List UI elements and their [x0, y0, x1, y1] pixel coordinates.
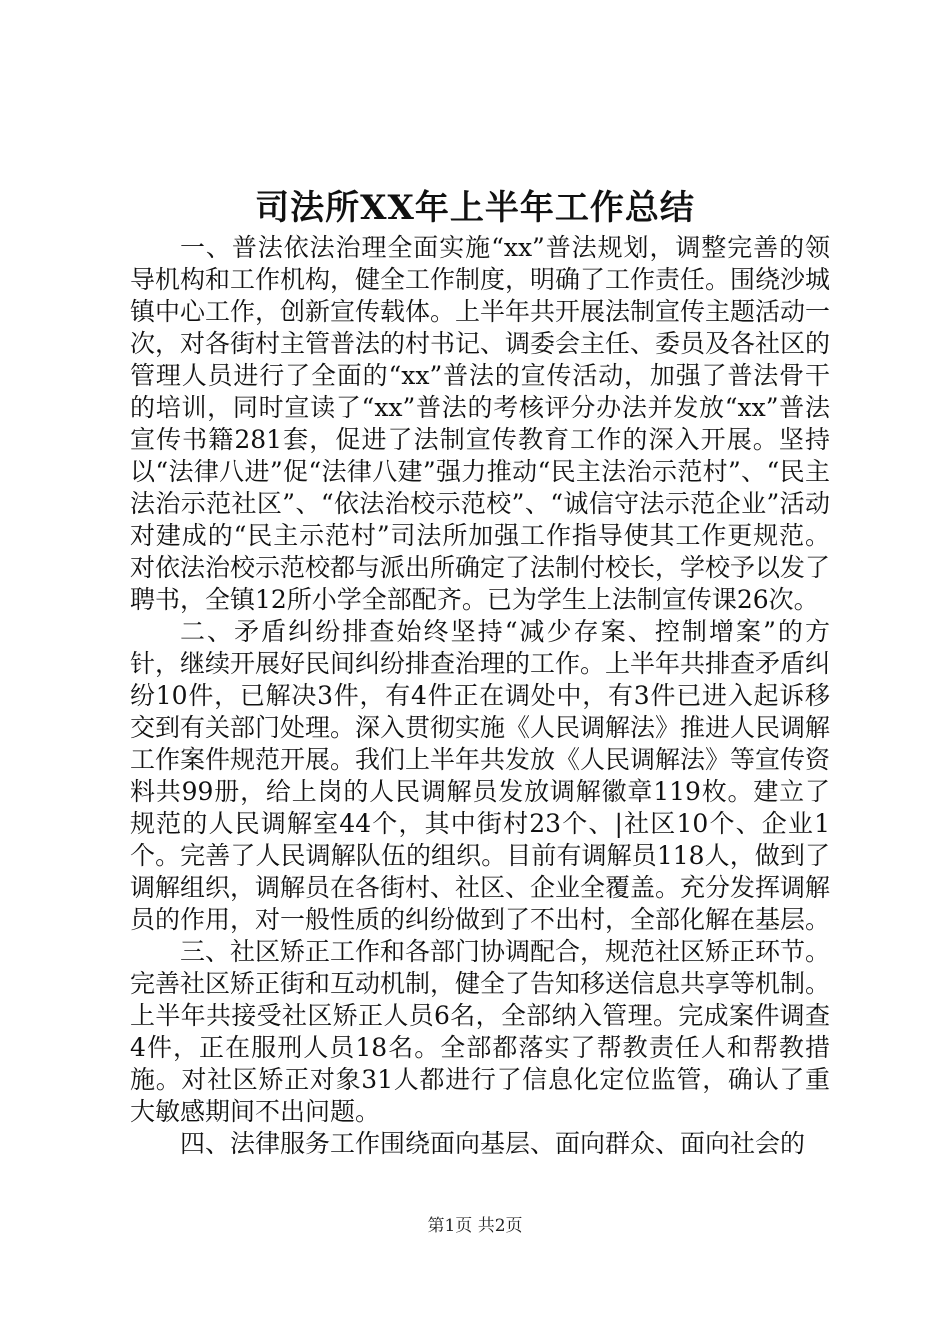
page-number-footer: 第1页 共2页 [427, 1216, 523, 1236]
paragraph-1: 一、普法依法治理全面实施“xx”普法规划，调整完善的领导机构和工作机构，健全工作制度，明确了工作责任。围绕沙城镇中心工作，创新宣传载体。上半年共开展法制宣传主题活动一次，对各街村主管普法的村书记、调委会主任、委员及各社区的管理人员进行了全面的“xx”普法的宣传活动，加强了普法骨干的培训，同时宣读了“xx”普法的考核评分办法并发放“xx”普法宣传书籍281套，促进了法制宣传教育工作的深入开展。坚持以“法律八进”促“法律八建”强力推动“民主法治示范村”、“民主法治示范社区”、“依法治校示范校”、“诚信守法示范企业”活动对建成的“民主示范村”司法所加强工作指导使其工作更规范。对依法治校示范校都与派出所确定了法制付校长，学校予以发了聘书，全镇12所小学全部配齐。已为学生上法制宣传课26次。 [130, 233, 831, 614]
paragraph-4: 四、法律服务工作围绕面向基层、面向群众、面向社会的 [180, 1129, 806, 1158]
document-title: 司法所XX年上半年工作总结 [255, 188, 695, 228]
paragraph-3: 三、社区矫正工作和各部门协调配合，规范社区矫正环节。完善社区矫正街和互动机制，健全了告知移送信息共享等机制。上半年共接受社区矫正人员6名，全部纳入管理。完成案件调查4件，正在服刑人员18名。全部都落实了帮教责任人和帮教措施。对社区矫正对象31人都进行了信息化定位监管，确认了重大敏感期间不出问题。 [130, 937, 831, 1126]
document-body [130, 232, 830, 1160]
paragraph-2: 二、矛盾纠纷排查始终坚持“减少存案、控制增案”的方针，继续开展好民间纠纷排查治理的工作。上半年共排查矛盾纠纷10件，已解决3件，有4件正在调处中，有3件已进入起诉移交到有关部门处理。深入贯彻实施《人民调解法》推进人民调解工作案件规范开展。我们上半年共发放《人民调解法》等宣传资料共99册，给上岗的人民调解员发放调解徽章119枚。建立了规范的人民调解室44个，其中街村23个、|社区10个、企业1个。完善了人民调解队伍的组织。目前有调解员118人，做到了调解组织，调解员在各街村、社区、企业全覆盖。充分发挥调解员的作用，对一般性质的纠纷做到了不出村，全部化解在基层。 [130, 617, 831, 934]
